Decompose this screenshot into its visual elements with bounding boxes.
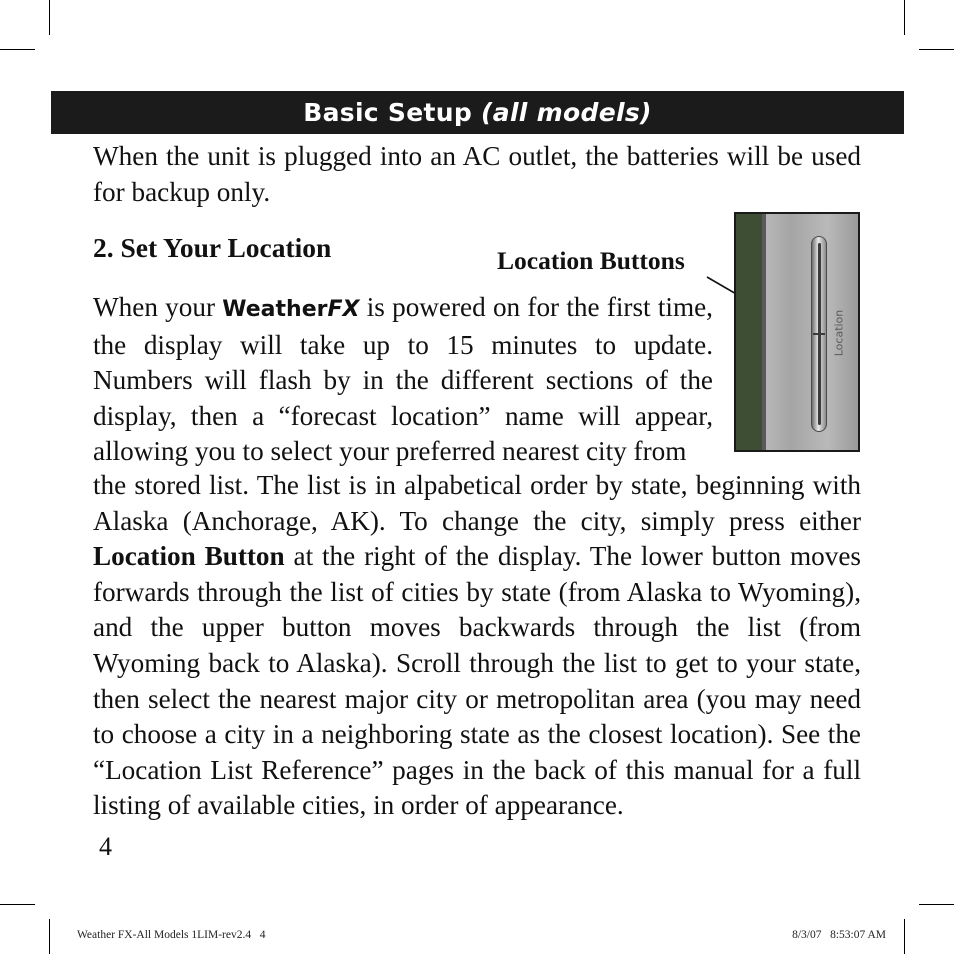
section-heading: 2. Set Your Location	[93, 232, 332, 263]
image-label: Location Buttons	[497, 246, 685, 275]
footer-file-info: Weather FX-All Models 1LIM-rev2.4 4	[77, 929, 266, 941]
header-title: Basic Setup	[303, 98, 473, 127]
footer-timestamp: 8/3/07 8:53:07 AM	[792, 929, 886, 941]
page-number: 4	[99, 832, 112, 861]
location-buttons-photo	[734, 212, 860, 452]
brand-name: WeatherFX	[222, 297, 360, 322]
header-subtitle: (all models)	[481, 98, 652, 127]
device-location-label: Location	[832, 309, 846, 357]
device-screen-edge	[736, 214, 762, 450]
body-paragraph-bottom: the stored list. The list is in alpabetical order by state, beginning with Alaska (Anchorage, AK). To change the city, simply press either Location Button at the right of the display. The lower button moves forwards through the list of cities by state (from Alaska to Wyoming), and the upper button moves backwards through the list (from Wyoming back to Alaska). Scroll through the list to get to your state, then select the nearest major city or metropolitan area (you may need to choose a city in a neighboring state as the closest location). See the “Location List Reference” pages in the back of this manual for a full listing of available cities, in order of appearance.	[93, 470, 861, 821]
location-button-strip	[811, 236, 827, 432]
body-paragraph-top: When your WeatherFX is powered on for the first time, the display will take up to 15 minutes to update. Numbers will flash by in the different sections of the display, then a “forecast location” name will appear, allowing you to select your preferred nearest city from	[93, 292, 713, 467]
location-button-term: Location Button	[93, 541, 285, 572]
intro-paragraph: When the unit is plugged into an AC outlet, the batteries will be used for backup only.	[93, 141, 861, 207]
